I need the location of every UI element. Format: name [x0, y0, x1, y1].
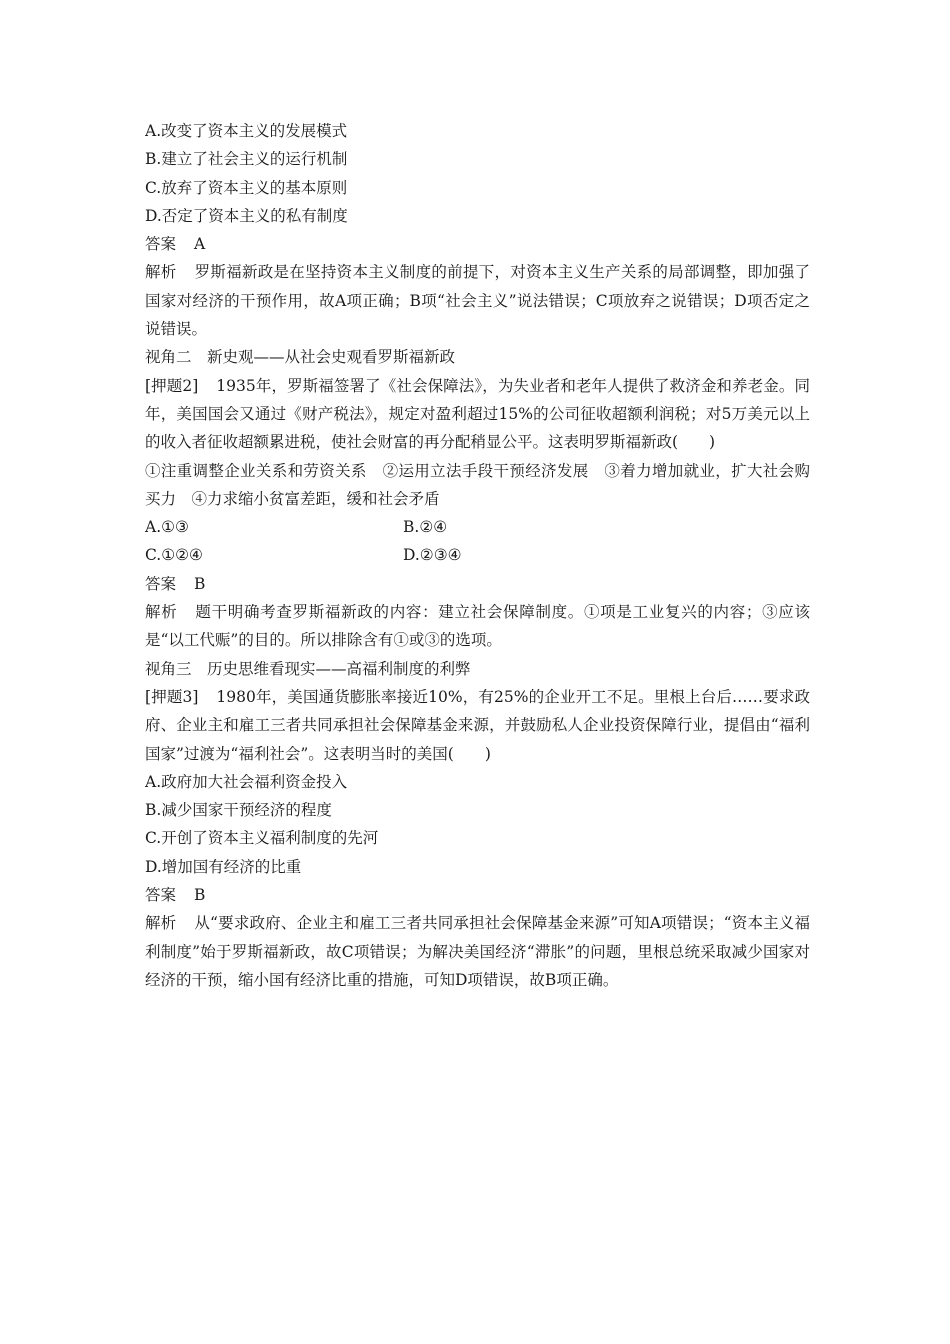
q2-text: 1935年，罗斯福签署了《社会保障法》，为失业者和老年人提供了救济金和养老金。同年，美国国会又通过《财产税法》，规定对盈利超过15%的公司征收超额利润税；对5万美元以上的收入者征收超额累进税，使社会财富的再分配稍显公平。这表明罗斯福新政( ): [145, 376, 810, 452]
q3-option-b: B.减少国家干预经济的程度: [145, 801, 332, 820]
answer-label: 答案: [145, 574, 177, 593]
q1-answer: A: [194, 235, 206, 254]
q1-option-c: C.放弃了资本主义的基本原则: [145, 178, 348, 197]
q2-options-row-1: [145, 513, 810, 541]
q3-option-a: A.政府加大社会福利资金投入: [145, 772, 348, 791]
section2-title: 视角二 新史观——从社会史观看罗斯福新政: [145, 348, 456, 367]
q3-answer: B: [194, 886, 206, 905]
q3-label: [押题3]: [145, 687, 199, 706]
q3-option-c: C.开创了资本主义福利制度的先河: [145, 829, 379, 848]
q3-option-d: D.增加国有经济的比重: [145, 857, 302, 876]
q1-option-a: A.改变了资本主义的发展模式: [145, 122, 348, 140]
q1-analysis: [145, 258, 810, 343]
q2-option-c: C.①②④: [145, 546, 203, 565]
q2-analysis-text: 题干明确考查罗斯福新政的内容：建立社会保障制度。①项是工业复兴的内容；③应该是“以工代赈”的目的。所以排除含有①或③的选项。: [145, 603, 810, 650]
analysis-label: 解析: [145, 603, 178, 622]
q2-option-a: A.①③: [145, 518, 189, 537]
q2-answer-line: [145, 570, 810, 598]
answer-label: 答案: [145, 886, 177, 905]
q3-stem: [145, 683, 810, 768]
q2-label: [押题2]: [145, 376, 199, 395]
q2-stem: [145, 372, 810, 457]
q1-answer-line: [145, 230, 810, 258]
q3-text: 1980年，美国通货膨胀率接近10%，有25%的企业开工不足。里根上台后……要求政府、企业主和雇工三者共同承担社会保障基金来源，并鼓励私人企业投资保障行业，提倡由“福利国家”过渡为“福利社会”。这表明当时的美国( ): [145, 687, 810, 763]
q3-analysis-text: 从“要求政府、企业主和雇工三者共同承担社会保障基金来源”可知A项错误；“资本主义福利制度”始于罗斯福新政，故C项错误；为解决美国经济“滞胀”的问题，里根总统采取减少国家对经济的干预，缩小国有经济比重的措施，可知D项错误，故B项正确。: [145, 914, 810, 989]
q3-answer-line: [145, 881, 810, 909]
section3-title: 视角三 历史思维看现实——高福利制度的利弊: [145, 659, 471, 678]
q1-option-b: B.建立了社会主义的运行机制: [145, 150, 348, 169]
analysis-label: 解析: [145, 263, 177, 282]
q2-options-row-2: [145, 541, 810, 569]
q2-option-d: D.②③④: [403, 546, 462, 565]
document-page: [145, 117, 810, 994]
q2-analysis: [145, 598, 810, 655]
q2-statements: ①注重调整企业关系和劳资关系 ②运用立法手段干预经济发展 ③着力增加就业，扩大社会购买力 ④力求缩小贫富差距，缓和社会矛盾: [145, 461, 810, 508]
q1-analysis-text: 罗斯福新政是在坚持资本主义制度的前提下，对资本主义生产关系的局部调整，即加强了国家对经济的干预作用，故A项正确；B项“社会主义”说法错误；C项放弃之说错误；D项否定之说错误。: [145, 263, 810, 339]
q2-option-b: B.②④: [403, 518, 448, 537]
q3-analysis: [145, 909, 810, 994]
q2-answer: B: [194, 574, 206, 593]
analysis-label: 解析: [145, 914, 177, 933]
q1-option-d: D.否定了资本主义的私有制度: [145, 206, 348, 225]
answer-label: 答案: [145, 235, 177, 254]
